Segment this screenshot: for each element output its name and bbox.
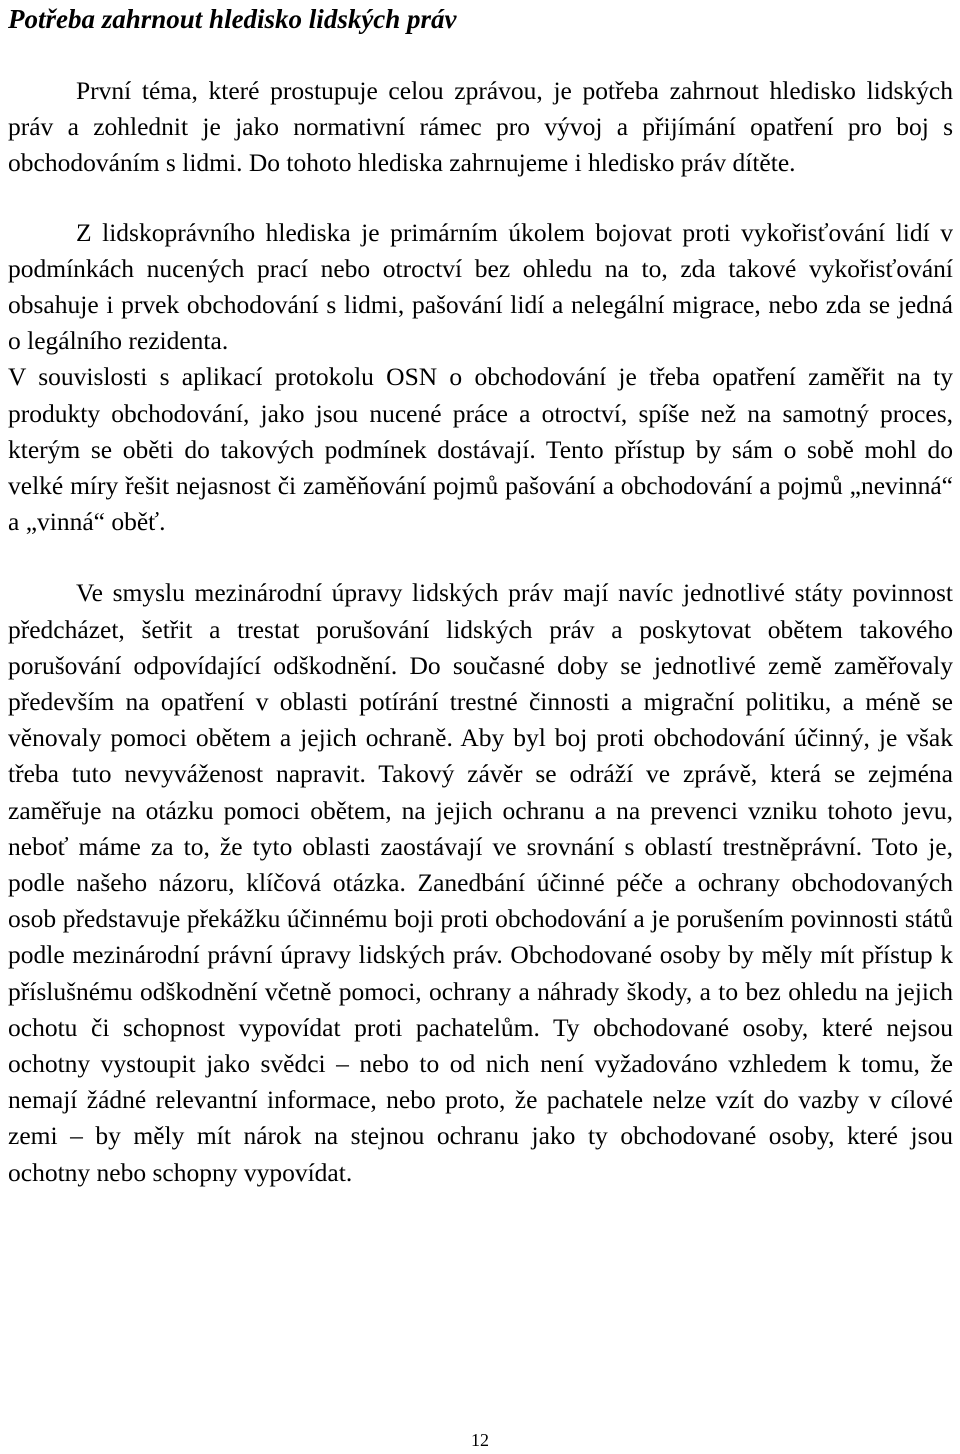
page-number: 12	[471, 1430, 489, 1450]
paragraph-state-obligations: Ve smyslu mezinárodní úpravy lidských práv mají navíc jednotlivé státy povinnost předcházet, šetřit a trestat porušování lidských práv a poskytovat obětem takového porušování odpovídající odškodnění. Do současné doby se jednotlivé země zaměřovaly především na opatření v oblasti potírání trestné činnosti a migrační politiku, a méně se věnovaly pomoci obětem a jejich ochraně. Aby byl boj proti obchodování účinný, je však třeba tuto nevyváženost napravit. Takový závěr se odráží ve zprávě, která se zejména zaměřuje na otázku pomoci obětem, na jejich ochranu a na prevenci vzniku tohoto jevu, neboť máme za to, že tyto oblasti zaostávají ve srovnání s oblastí trestněprávní. Toto je, podle našeho názoru, klíčová otázka. Zanedbání účinné péče a ochrany obchodovaných osob představuje překážku účinnému boji proti obchodování a je porušením povinnosti států podle mezinárodní právní úpravy lidských práv. Obchodované osoby by měly mít přístup k příslušnému odškodnění včetně pomoci, ochrany a náhrady škody, a to bez ohledu na jejich ochotu či schopnost vypovídat proti pachatelům. Ty obchodované osoby, které nejsou ochotny vystoupit jako svědci – nebo to od nich není vyžadováno vzhledem k tomu, že nemají žádné relevantní informace, nebo proto, že pachatele nelze vzít do vazby v cílové zemi – by měly mít nárok na stejnou ochranu jako ty obchodované osoby, které jsou ochotny nebo schopny vypovídat.	[8, 578, 953, 1187]
paragraph-intro: První téma, které prostupuje celou zprávou, je potřeba zahrnout hledisko lidských práv a zohlednit je jako normativní rámec pro vývoj a přijímání opatření pro boj s obchodováním s lidmi. Do tohoto hlediska zahrnujeme i hledisko práv dítěte.	[8, 76, 953, 178]
section-heading: Potřeba zahrnout hledisko lidských práv	[8, 4, 457, 34]
document-page	[8, 0, 953, 1191]
paragraph-human-rights-perspective: Z lidskoprávního hlediska je primárním úkolem bojovat proti vykořisťování lidí v podmínkách nucených prací nebo otroctví bez ohledu na to, zda takové vykořisťování obsahuje i prvek obchodování s lidmi, pašování lidí a nelegální migrace, nebo zda se jedná o legálního rezidenta.	[8, 217, 953, 356]
paragraph-un-protocol: V souvislosti s aplikací protokolu OSN o obchodování je třeba opatření zaměřit na ty produkty obchodování, jako jsou nucené práce a otroctví, spíše než na samotný proces, kterým se oběti do takových podmínek dostávají. Tento přístup by sám o sobě mohl do velké míry řešit nejasnost či zaměňování pojmů pašování a obchodování a pojmů „nevinná“ a „vinná“ oběť.	[8, 362, 953, 537]
